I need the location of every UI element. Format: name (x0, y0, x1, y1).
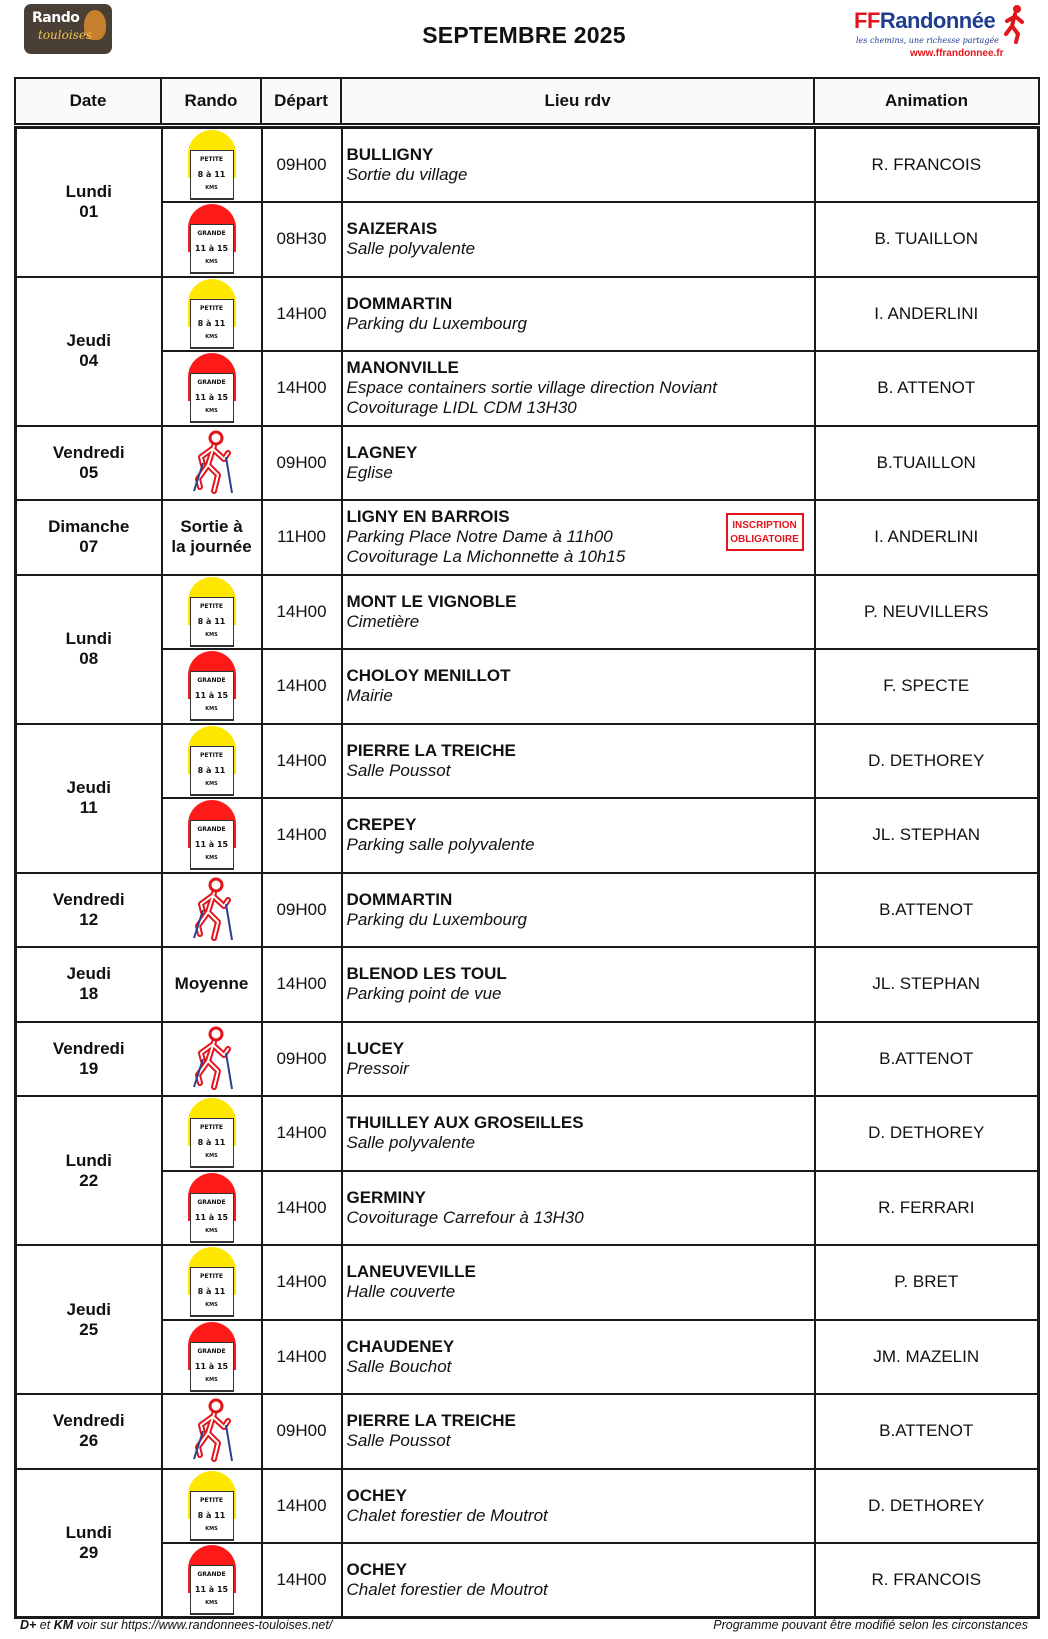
logo-right-url[interactable]: www.ffrandonnee.fr (910, 48, 1004, 59)
borne-level: PETITE (199, 1496, 223, 1504)
borne-level: PETITE (199, 1124, 223, 1132)
lieu-name: OCHEY (346, 1560, 407, 1579)
date-cell (16, 1096, 162, 1245)
day-name: Vendredi (52, 1038, 125, 1058)
date-cell (16, 1022, 162, 1097)
borne-level: GRANDE (197, 379, 226, 387)
borne-level: GRANDE (197, 1198, 226, 1206)
lieu-name: THUILLEY AUX GROSEILLES (346, 1113, 584, 1133)
day-name: Jeudi (66, 331, 111, 350)
petite-borne-icon (188, 1471, 236, 1541)
badge-line1: INSCRIPTION (732, 520, 797, 531)
date-cell (16, 1469, 162, 1618)
borne-range: 8 à 11 (197, 1138, 226, 1148)
rando-cell (162, 798, 262, 873)
depart-time: 08H30 (262, 202, 342, 277)
date-cell (16, 128, 162, 277)
borne-plate (190, 597, 234, 647)
depart-time: 14H00 (262, 649, 342, 724)
walker-icon (186, 1397, 238, 1465)
depart-time: 14H00 (262, 351, 342, 426)
petite-borne-icon (188, 577, 236, 647)
col-lieu: Lieu rdv (341, 78, 814, 124)
depart-time: 09H00 (262, 1394, 342, 1469)
petite-borne-icon (188, 1247, 236, 1317)
walker-icon (186, 876, 238, 944)
lieu-name: PIERRE LA TREICHE (346, 1411, 516, 1431)
animateur: B. ATTENOT (815, 351, 1039, 426)
rando-label (163, 974, 261, 994)
lieu-detail: Mairie (346, 686, 393, 706)
borne-unit: KMS (205, 1525, 218, 1532)
rando-label (163, 517, 261, 557)
grande-borne-icon (188, 651, 236, 721)
lieu-cell (342, 351, 815, 426)
animateur: I. ANDERLINI (815, 500, 1039, 575)
schedule-header (14, 77, 1040, 125)
lieu-cell (342, 277, 815, 352)
animateur: P. BRET (815, 1245, 1039, 1320)
day-number: 19 (79, 1058, 99, 1078)
lieu-cell (342, 1096, 815, 1171)
lieu-detail: Parking du Luxembourg (346, 909, 528, 929)
borne-range: 11 à 15 (194, 1212, 229, 1222)
depart-time: 09H00 (262, 873, 342, 948)
date-cell (16, 873, 162, 948)
table-row (16, 1320, 1039, 1395)
table-row (16, 649, 1039, 724)
grande-borne-icon (188, 204, 236, 274)
borne-level: PETITE (199, 156, 223, 163)
lieu-name: LAGNEY (346, 442, 418, 462)
depart-time: 11H00 (262, 500, 342, 575)
lieu-cell (342, 649, 815, 724)
lieu-detail: Espace containers sortie village direction Noviant (346, 378, 717, 398)
depart-time: 14H00 (262, 798, 342, 873)
lieu-detail-2: Covoiturage La Michonnette à 10h15 (346, 547, 626, 567)
lieu-name: LANEUVEVILLE (346, 1262, 476, 1282)
col-rando: Rando (161, 78, 261, 124)
day-number: 08 (79, 649, 99, 668)
day-name: Lundi (65, 629, 112, 648)
rando-cell (162, 1394, 262, 1469)
logo-right-brand (854, 8, 995, 34)
date-cell (16, 724, 162, 873)
lieu-cell (342, 1245, 815, 1320)
day-number: 12 (79, 909, 99, 929)
animateur: D. DETHOREY (815, 1096, 1039, 1171)
borne-range: 8 à 11 (197, 1510, 226, 1520)
borne-level: GRANDE (197, 1571, 226, 1578)
lieu-detail: Covoiturage Carrefour à 13H30 (346, 1207, 584, 1227)
logo-ff-letters: FF (854, 8, 880, 33)
animateur: B. TUAILLON (815, 202, 1039, 277)
animateur: JL. STEPHAN (815, 947, 1039, 1022)
col-depart: Départ (261, 78, 341, 124)
lieu-name: MONT LE VIGNOBLE (346, 591, 517, 611)
borne-unit: KMS (205, 185, 218, 191)
borne-plate (190, 373, 234, 423)
lieu-detail: Parking salle polyvalente (346, 835, 535, 855)
borne-range: 11 à 15 (194, 840, 229, 850)
lieu-cell (342, 724, 815, 799)
date-cell (16, 1245, 162, 1394)
animateur: JM. MAZELIN (815, 1320, 1039, 1395)
day-name: Vendredi (52, 442, 125, 462)
borne-range: 11 à 15 (194, 244, 229, 254)
lieu-detail: Sortie du village (346, 165, 468, 184)
lieu-cell (342, 128, 815, 203)
borne-plate (190, 1565, 234, 1615)
animateur: D. DETHOREY (815, 724, 1039, 799)
animateur: R. FRANCOIS (815, 128, 1039, 203)
borne-unit: KMS (205, 408, 218, 415)
animateur: I. ANDERLINI (815, 277, 1039, 352)
lieu-detail: Eglise (346, 462, 393, 482)
animateur: P. NEUVILLERS (815, 575, 1039, 650)
date-cell (16, 277, 162, 426)
table-row (16, 128, 1039, 203)
lieu-cell (342, 873, 815, 948)
lieu-name: BLENOD LES TOUL (346, 964, 507, 984)
borne-unit: KMS (205, 1600, 218, 1606)
day-number: 26 (79, 1431, 99, 1451)
logo-left-line2: touloises (38, 28, 93, 42)
page-title: SEPTEMBRE 2025 (422, 22, 626, 48)
day-number: 18 (79, 984, 99, 1004)
rando-label-line1: Sortie à (180, 517, 243, 537)
rando-cell (162, 947, 262, 1022)
lieu-name: DOMMARTIN (346, 293, 453, 313)
lieu-name: BULLIGNY (346, 145, 434, 164)
day-name: Jeudi (66, 1299, 111, 1319)
rando-cell (162, 649, 262, 724)
animateur: D. DETHOREY (815, 1469, 1039, 1544)
day-name: Vendredi (52, 1411, 125, 1431)
schedule-table (14, 126, 1040, 1619)
table-row (16, 1394, 1039, 1469)
depart-time: 14H00 (262, 724, 342, 799)
borne-plate (190, 820, 234, 870)
grande-borne-icon (188, 800, 236, 870)
lieu-detail: Chalet forestier de Moutrot (346, 1505, 548, 1525)
rando-cell (162, 426, 262, 501)
depart-time: 14H00 (262, 1543, 342, 1618)
footer-dplus: D+ (20, 1618, 37, 1632)
depart-time: 14H00 (262, 1171, 342, 1246)
day-number: 04 (79, 351, 99, 370)
lieu-name: OCHEY (346, 1485, 407, 1505)
lieu-detail: Parking point de vue (346, 984, 502, 1004)
borne-range: 11 à 15 (194, 393, 229, 403)
date-cell (16, 575, 162, 724)
lieu-cell (342, 202, 815, 277)
borne-level: PETITE (199, 751, 223, 759)
borne-level: PETITE (199, 602, 223, 610)
lieu-detail: Parking Place Notre Dame à 11h00 (346, 527, 613, 547)
rando-cell (162, 351, 262, 426)
borne-unit: KMS (205, 706, 218, 713)
table-row (16, 724, 1039, 799)
lieu-name: SAIZERAIS (346, 219, 438, 239)
table-row (16, 873, 1039, 948)
rando-cell (162, 128, 262, 203)
petite-borne-icon (188, 130, 236, 200)
animateur: JL. STEPHAN (815, 798, 1039, 873)
lieu-detail: Salle Bouchot (346, 1356, 452, 1376)
walker-icon (186, 429, 238, 497)
day-name: Lundi (65, 182, 112, 202)
table-row (16, 1171, 1039, 1246)
borne-unit: KMS (205, 1302, 218, 1309)
rando-cell (162, 500, 262, 575)
day-number: 25 (79, 1319, 99, 1339)
depart-time: 14H00 (262, 947, 342, 1022)
borne-unit: KMS (205, 855, 218, 862)
petite-borne-icon (188, 726, 236, 796)
table-row (16, 277, 1039, 352)
depart-time: 14H00 (262, 1469, 342, 1544)
rando-cell (162, 1320, 262, 1395)
col-date: Date (15, 78, 161, 124)
table-row (16, 500, 1039, 575)
footer-right: Programme pouvant être modifié selon les circonstances (713, 1618, 1028, 1632)
badge-line2: OBLIGATOIRE (730, 534, 799, 545)
lieu-name: MANONVILLE (346, 358, 459, 378)
borne-plate (190, 746, 234, 796)
borne-plate (190, 1118, 234, 1168)
day-number: 05 (79, 462, 99, 482)
day-number: 11 (79, 798, 98, 817)
borne-plate (190, 1267, 234, 1317)
lieu-cell (342, 426, 815, 501)
lieu-cell (342, 798, 815, 873)
borne-plate (190, 299, 234, 349)
depart-time: 09H00 (262, 128, 342, 203)
lieu-detail: Salle Poussot (346, 1431, 451, 1451)
rando-cell (162, 724, 262, 799)
page-header (0, 0, 1048, 70)
animateur: B.ATTENOT (815, 1022, 1039, 1097)
borne-plate (190, 1491, 234, 1541)
day-name: Jeudi (66, 964, 111, 984)
hiker-logo-icon (1002, 4, 1028, 44)
borne-level: GRANDE (197, 230, 226, 238)
depart-time: 14H00 (262, 1245, 342, 1320)
borne-level: GRANDE (197, 826, 226, 834)
borne-unit: KMS (205, 780, 218, 787)
logo-left-line1: Rando (32, 10, 80, 26)
depart-time: 09H00 (262, 1022, 342, 1097)
footer-link[interactable]: voir sur https://www.randonnees-touloises.net/ (73, 1618, 333, 1632)
day-name: Jeudi (66, 778, 111, 797)
lieu-name: CHOLOY MENILLOT (346, 666, 511, 686)
table-row (16, 1096, 1039, 1171)
date-cell (16, 500, 162, 575)
lieu-detail: Cimetière (346, 611, 420, 631)
rando-cell (162, 1022, 262, 1097)
rando-cell (162, 1245, 262, 1320)
table-row (16, 1022, 1039, 1097)
day-name: Dimanche (48, 517, 130, 537)
rando-label-line1: Moyenne (174, 974, 249, 994)
walker-icon (186, 1025, 238, 1093)
table-row (16, 1543, 1039, 1618)
borne-unit: KMS (205, 631, 218, 638)
lieu-name: CREPEY (346, 815, 417, 835)
borne-range: 11 à 15 (194, 691, 229, 701)
animateur: B.ATTENOT (815, 1394, 1039, 1469)
borne-unit: KMS (205, 1227, 218, 1234)
day-number: 29 (79, 1542, 99, 1562)
col-animation: Animation (814, 78, 1039, 124)
date-cell (16, 947, 162, 1022)
grande-borne-icon (188, 1173, 236, 1243)
day-number: 22 (79, 1170, 99, 1190)
lieu-name: PIERRE LA TREICHE (346, 740, 516, 760)
lieu-detail: Halle couverte (346, 1282, 456, 1302)
day-name: Lundi (65, 1522, 112, 1542)
rando-label-line2: la journée (171, 537, 252, 557)
borne-range: 8 à 11 (197, 318, 226, 328)
animateur: B.TUAILLON (815, 426, 1039, 501)
borne-level: PETITE (199, 1273, 223, 1281)
date-cell (16, 426, 162, 501)
depart-time: 14H00 (262, 575, 342, 650)
depart-time: 09H00 (262, 426, 342, 501)
lieu-cell (342, 1171, 815, 1246)
lieu-name: DOMMARTIN (346, 889, 453, 909)
ffrandonnee-logo[interactable] (850, 4, 1030, 60)
borne-plate (190, 1193, 234, 1243)
depart-time: 14H00 (262, 1320, 342, 1395)
date-cell (16, 1394, 162, 1469)
lieu-name: LUCEY (346, 1038, 405, 1058)
rando-cell (162, 575, 262, 650)
grande-borne-icon (188, 353, 236, 423)
lieu-cell (342, 1469, 815, 1544)
lieu-cell (342, 947, 815, 1022)
grande-borne-icon (188, 1545, 236, 1615)
lieu-name: CHAUDENEY (346, 1336, 455, 1356)
animateur: R. FRANCOIS (815, 1543, 1039, 1618)
lieu-cell (342, 500, 815, 575)
table-row (16, 426, 1039, 501)
borne-range: 11 à 15 (194, 1585, 229, 1594)
logo-brand-word: Randonnée (879, 8, 996, 33)
footer-km: KM (53, 1618, 74, 1632)
lieu-cell (342, 575, 815, 650)
day-number: 07 (79, 537, 99, 557)
rando-cell (162, 1543, 262, 1618)
borne-plate (190, 150, 234, 200)
borne-range: 8 à 11 (197, 1287, 226, 1297)
borne-plate (190, 671, 234, 721)
lieu-detail: Salle polyvalente (346, 239, 476, 259)
rando-cell (162, 1096, 262, 1171)
rando-cell (162, 277, 262, 352)
lieu-detail: Chalet forestier de Moutrot (346, 1580, 548, 1599)
rando-cell (162, 202, 262, 277)
table-row (16, 351, 1039, 426)
animateur: B.ATTENOT (815, 873, 1039, 948)
borne-plate (190, 1342, 234, 1392)
rando-cell (162, 873, 262, 948)
table-row (16, 798, 1039, 873)
borne-plate (190, 224, 234, 274)
lieu-detail: Parking du Luxembourg (346, 313, 528, 333)
lieu-detail-2: Covoiturage LIDL CDM 13H30 (346, 398, 577, 418)
lieu-cell (342, 1543, 815, 1618)
lieu-cell (342, 1022, 815, 1097)
day-number: 01 (79, 202, 99, 222)
table-row (16, 1245, 1039, 1320)
depart-time: 14H00 (262, 277, 342, 352)
borne-range: 11 à 15 (194, 1361, 229, 1371)
table-row (16, 202, 1039, 277)
day-name: Vendredi (52, 889, 125, 909)
borne-range: 8 à 11 (197, 765, 226, 775)
borne-unit: KMS (205, 1153, 218, 1160)
petite-borne-icon (188, 1098, 236, 1168)
inscription-badge (726, 513, 804, 551)
lieu-detail: Pressoir (346, 1058, 409, 1078)
grande-borne-icon (188, 1322, 236, 1392)
borne-range: 8 à 11 (197, 170, 226, 179)
borne-range: 8 à 11 (197, 616, 226, 626)
lieu-detail: Salle Poussot (346, 760, 451, 780)
borne-level: GRANDE (197, 1347, 226, 1355)
table-row (16, 1469, 1039, 1544)
table-row (16, 575, 1039, 650)
borne-unit: KMS (205, 1376, 218, 1383)
lieu-detail: Salle polyvalente (346, 1133, 476, 1153)
lieu-name: GERMINY (346, 1187, 426, 1207)
animateur: R. FERRARI (815, 1171, 1039, 1246)
logo-right-tagline: les chemins, une richesse partagée (856, 36, 999, 45)
borne-unit: KMS (205, 259, 218, 266)
footer-et: et (36, 1618, 54, 1632)
borne-unit: KMS (205, 333, 218, 340)
depart-time: 14H00 (262, 1096, 342, 1171)
borne-level: PETITE (199, 304, 223, 312)
footer-left (20, 1618, 332, 1632)
table-row (16, 947, 1039, 1022)
lieu-cell (342, 1394, 815, 1469)
rando-cell (162, 1171, 262, 1246)
petite-borne-icon (188, 279, 236, 349)
day-name: Lundi (65, 1150, 112, 1170)
lieu-cell (342, 1320, 815, 1395)
borne-level: GRANDE (197, 677, 226, 685)
animateur: F. SPECTE (815, 649, 1039, 724)
rando-cell (162, 1469, 262, 1544)
lieu-name: LIGNY EN BARROIS (346, 507, 510, 527)
